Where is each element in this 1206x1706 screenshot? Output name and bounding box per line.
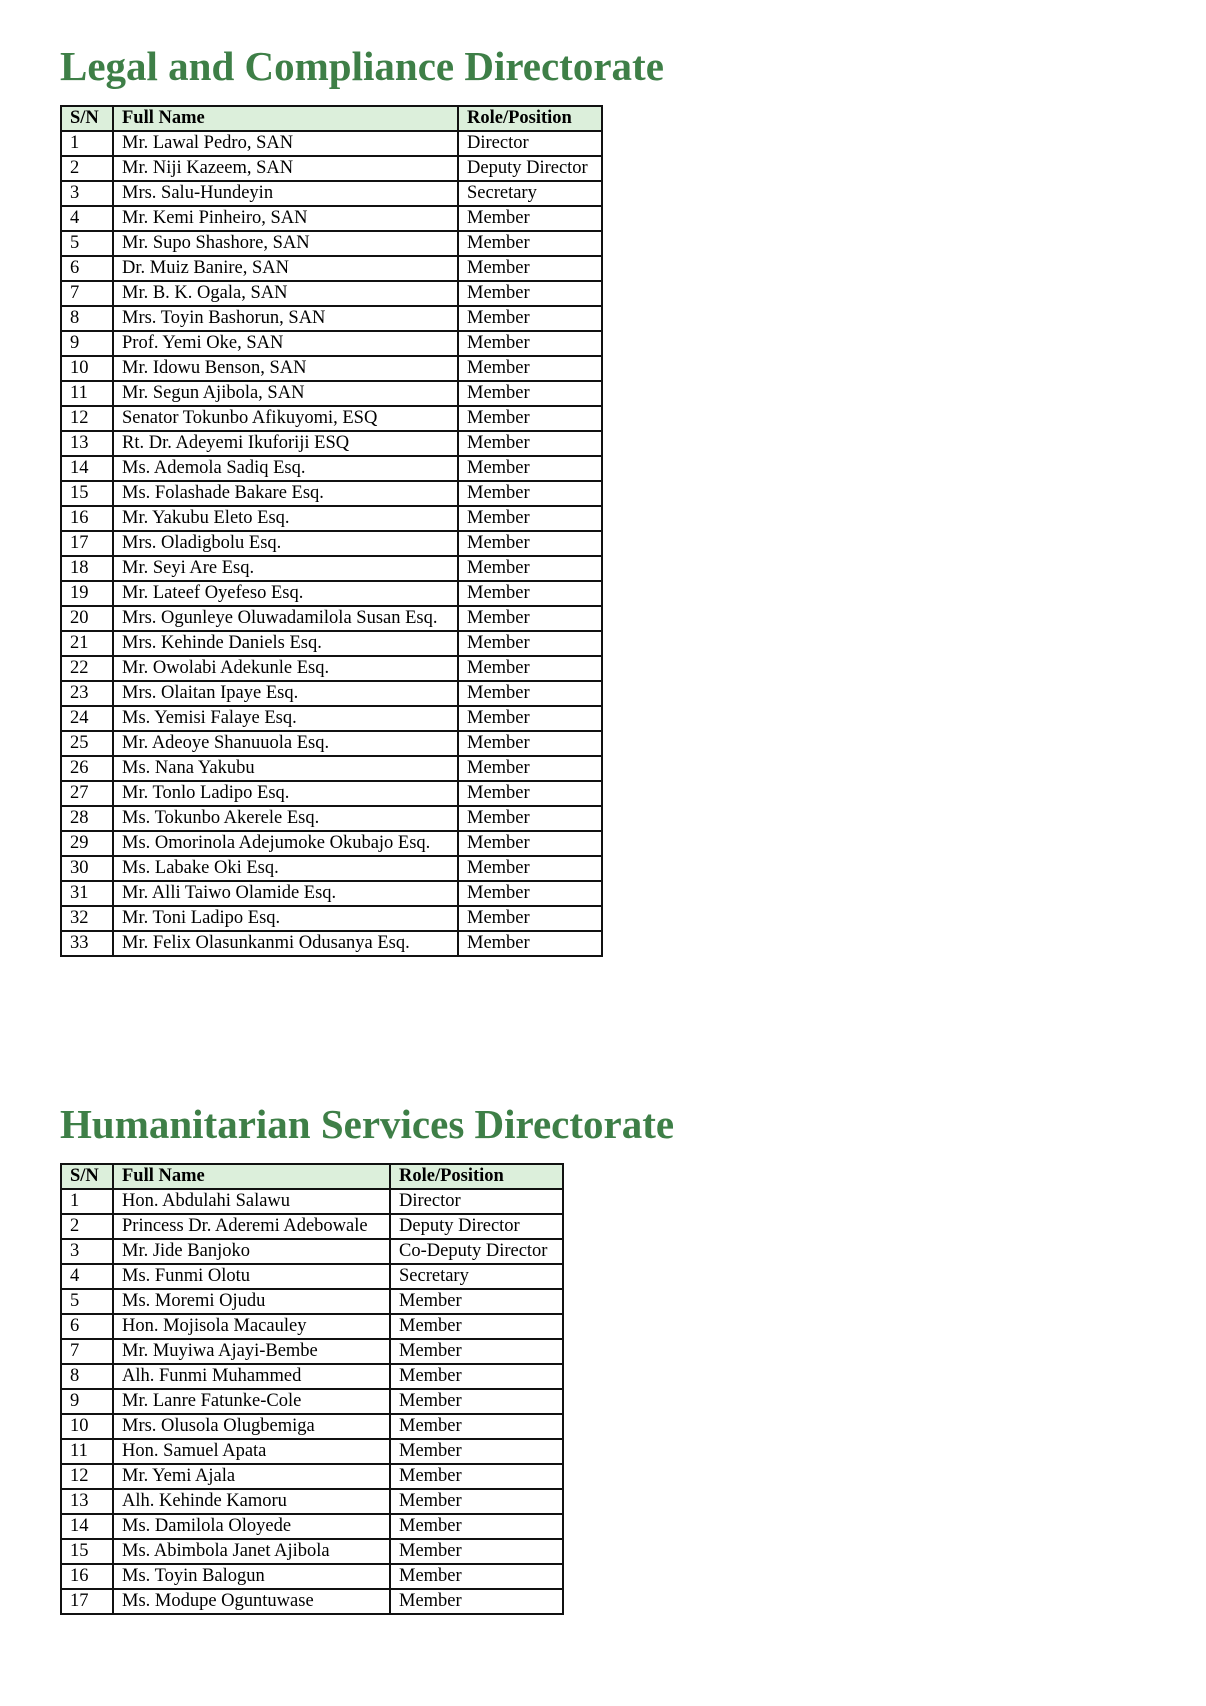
table-row xyxy=(61,531,602,556)
sn-cell: 3 xyxy=(61,181,113,206)
role-cell: Member xyxy=(458,531,602,556)
full-name-cell: Mr. Lanre Fatunke-Cole xyxy=(113,1389,390,1414)
sn-cell: 29 xyxy=(61,831,113,856)
role-cell: Member xyxy=(458,481,602,506)
role-cell: Member xyxy=(458,331,602,356)
table-row xyxy=(61,456,602,481)
legal-table-body xyxy=(61,131,602,956)
table-row xyxy=(61,1539,563,1564)
full-name-cell: Ms. Funmi Olotu xyxy=(113,1264,390,1289)
sn-cell: 19 xyxy=(61,581,113,606)
table-row xyxy=(61,931,602,956)
table-row xyxy=(61,356,602,381)
role-cell: Director xyxy=(458,131,602,156)
role-cell: Member xyxy=(458,631,602,656)
full-name-cell: Ms. Moremi Ojudu xyxy=(113,1289,390,1314)
sn-cell: 1 xyxy=(61,131,113,156)
sn-cell: 17 xyxy=(61,531,113,556)
table-row xyxy=(61,281,602,306)
role-cell: Member xyxy=(390,1339,563,1364)
role-cell: Member xyxy=(458,806,602,831)
full-name-cell: Hon. Abdulahi Salawu xyxy=(113,1189,390,1214)
role-cell: Member xyxy=(458,706,602,731)
table-row xyxy=(61,331,602,356)
full-name-cell: Mr. Niji Kazeem, SAN xyxy=(113,156,458,181)
sn-cell: 23 xyxy=(61,681,113,706)
table-row xyxy=(61,1489,563,1514)
sn-cell: 31 xyxy=(61,881,113,906)
role-cell: Member xyxy=(390,1414,563,1439)
sn-cell: 16 xyxy=(61,506,113,531)
full-name-cell: Ms. Folashade Bakare Esq. xyxy=(113,481,458,506)
role-cell: Member xyxy=(458,381,602,406)
table-row xyxy=(61,806,602,831)
table-row xyxy=(61,256,602,281)
sn-cell: 7 xyxy=(61,1339,113,1364)
full-name-cell: Mr. Supo Shashore, SAN xyxy=(113,231,458,256)
full-name-cell: Ms. Abimbola Janet Ajibola xyxy=(113,1539,390,1564)
sn-cell: 9 xyxy=(61,331,113,356)
sn-cell: 24 xyxy=(61,706,113,731)
table-row xyxy=(61,1289,563,1314)
table-row xyxy=(61,181,602,206)
full-name-cell: Mr. Segun Ajibola, SAN xyxy=(113,381,458,406)
full-name-cell: Ms. Ademola Sadiq Esq. xyxy=(113,456,458,481)
role-cell: Member xyxy=(458,881,602,906)
full-name-cell: Hon. Mojisola Macauley xyxy=(113,1314,390,1339)
table-row xyxy=(61,731,602,756)
sn-cell: 5 xyxy=(61,1289,113,1314)
full-name-cell: Mrs. Kehinde Daniels Esq. xyxy=(113,631,458,656)
role-cell: Member xyxy=(390,1439,563,1464)
role-cell: Member xyxy=(390,1464,563,1489)
role-header: Role/Position xyxy=(390,1164,563,1189)
full-name-cell: Mr. Lawal Pedro, SAN xyxy=(113,131,458,156)
sn-cell: 8 xyxy=(61,1364,113,1389)
table-row xyxy=(61,756,602,781)
table-row xyxy=(61,681,602,706)
role-header: Role/Position xyxy=(458,106,602,131)
sn-cell: 15 xyxy=(61,1539,113,1564)
full-name-cell: Mr. Alli Taiwo Olamide Esq. xyxy=(113,881,458,906)
full-name-cell: Dr. Muiz Banire, SAN xyxy=(113,256,458,281)
table-header-row xyxy=(61,106,602,131)
sn-cell: 15 xyxy=(61,481,113,506)
sn-cell: 28 xyxy=(61,806,113,831)
role-cell: Member xyxy=(390,1564,563,1589)
role-cell: Member xyxy=(458,756,602,781)
role-cell: Member xyxy=(458,281,602,306)
sn-cell: 4 xyxy=(61,206,113,231)
role-cell: Member xyxy=(458,906,602,931)
sn-cell: 2 xyxy=(61,1214,113,1239)
full-name-cell: Rt. Dr. Adeyemi Ikuforiji ESQ xyxy=(113,431,458,456)
sn-cell: 7 xyxy=(61,281,113,306)
role-cell: Member xyxy=(458,556,602,581)
role-cell: Member xyxy=(390,1364,563,1389)
sn-cell: 18 xyxy=(61,556,113,581)
role-cell: Member xyxy=(458,856,602,881)
role-cell: Member xyxy=(390,1589,563,1614)
humanitarian-directorate-table xyxy=(60,1163,564,1615)
full-name-cell: Prof. Yemi Oke, SAN xyxy=(113,331,458,356)
legal-directorate-section xyxy=(60,40,664,957)
sn-cell: 33 xyxy=(61,931,113,956)
table-row xyxy=(61,656,602,681)
role-cell: Member xyxy=(390,1289,563,1314)
sn-cell: 11 xyxy=(61,1439,113,1464)
table-row xyxy=(61,306,602,331)
sn-cell: 21 xyxy=(61,631,113,656)
table-row xyxy=(61,606,602,631)
role-cell: Secretary xyxy=(390,1264,563,1289)
sn-cell: 2 xyxy=(61,156,113,181)
sn-cell: 11 xyxy=(61,381,113,406)
role-cell: Member xyxy=(458,431,602,456)
table-row xyxy=(61,581,602,606)
full-name-cell: Mrs. Olusola Olugbemiga xyxy=(113,1414,390,1439)
table-row xyxy=(61,1439,563,1464)
role-cell: Member xyxy=(390,1514,563,1539)
sn-cell: 17 xyxy=(61,1589,113,1614)
role-cell: Member xyxy=(390,1539,563,1564)
humanitarian-directorate-section xyxy=(60,1098,674,1615)
full-name-cell: Mrs. Olaitan Ipaye Esq. xyxy=(113,681,458,706)
sn-cell: 14 xyxy=(61,456,113,481)
full-name-cell: Mrs. Oladigbolu Esq. xyxy=(113,531,458,556)
sn-cell: 16 xyxy=(61,1564,113,1589)
table-row xyxy=(61,1189,563,1214)
sn-cell: 4 xyxy=(61,1264,113,1289)
humanitarian-directorate-title: Humanitarian Services Directorate xyxy=(60,1101,675,1147)
table-row xyxy=(61,1589,563,1614)
sn-cell: 3 xyxy=(61,1239,113,1264)
role-cell: Member xyxy=(458,581,602,606)
full-name-cell: Mr. Felix Olasunkanmi Odusanya Esq. xyxy=(113,931,458,956)
legal-directorate-table xyxy=(60,105,603,957)
table-row xyxy=(61,131,602,156)
full-name-cell: Princess Dr. Aderemi Adebowale xyxy=(113,1214,390,1239)
sn-cell: 25 xyxy=(61,731,113,756)
full-name-cell: Mrs. Ogunleye Oluwadamilola Susan Esq. xyxy=(113,606,458,631)
role-cell: Co-Deputy Director xyxy=(390,1239,563,1264)
table-row xyxy=(61,1364,563,1389)
table-row xyxy=(61,1414,563,1439)
table-row xyxy=(61,1239,563,1264)
sn-cell: 9 xyxy=(61,1389,113,1414)
role-cell: Member xyxy=(458,456,602,481)
full-name-cell: Mr. Seyi Are Esq. xyxy=(113,556,458,581)
full-name-cell: Mr. Kemi Pinheiro, SAN xyxy=(113,206,458,231)
table-row xyxy=(61,231,602,256)
full-name-cell: Mr. Lateef Oyefeso Esq. xyxy=(113,581,458,606)
full-name-cell: Ms. Toyin Balogun xyxy=(113,1564,390,1589)
full-name-cell: Mr. Yakubu Eleto Esq. xyxy=(113,506,458,531)
sn-cell: 6 xyxy=(61,1314,113,1339)
full-name-cell: Mr. B. K. Ogala, SAN xyxy=(113,281,458,306)
full-name-header: Full Name xyxy=(113,106,458,131)
role-cell: Member xyxy=(458,356,602,381)
full-name-cell: Mrs. Salu-Hundeyin xyxy=(113,181,458,206)
table-row xyxy=(61,1264,563,1289)
sn-cell: 22 xyxy=(61,656,113,681)
table-row xyxy=(61,1214,563,1239)
full-name-cell: Mr. Jide Banjoko xyxy=(113,1239,390,1264)
role-cell: Member xyxy=(458,506,602,531)
table-row xyxy=(61,781,602,806)
humanitarian-table-body xyxy=(61,1189,563,1614)
role-cell: Member xyxy=(458,231,602,256)
full-name-cell: Ms. Labake Oki Esq. xyxy=(113,856,458,881)
role-cell: Member xyxy=(390,1389,563,1414)
sn-cell: 13 xyxy=(61,431,113,456)
role-cell: Deputy Director xyxy=(458,156,602,181)
full-name-cell: Ms. Damilola Oloyede xyxy=(113,1514,390,1539)
role-cell: Member xyxy=(390,1314,563,1339)
full-name-cell: Alh. Funmi Muhammed xyxy=(113,1364,390,1389)
table-row xyxy=(61,381,602,406)
sn-cell: 13 xyxy=(61,1489,113,1514)
table-row xyxy=(61,431,602,456)
role-cell: Member xyxy=(458,681,602,706)
full-name-cell: Mr. Muyiwa Ajayi-Bembe xyxy=(113,1339,390,1364)
table-row xyxy=(61,1339,563,1364)
table-row xyxy=(61,831,602,856)
table-row xyxy=(61,1514,563,1539)
role-cell: Member xyxy=(458,206,602,231)
legal-directorate-title: Legal and Compliance Directorate xyxy=(60,43,664,89)
full-name-cell: Ms. Tokunbo Akerele Esq. xyxy=(113,806,458,831)
table-row xyxy=(61,906,602,931)
table-row xyxy=(61,481,602,506)
role-cell: Deputy Director xyxy=(390,1214,563,1239)
table-row xyxy=(61,881,602,906)
sn-cell: 12 xyxy=(61,1464,113,1489)
table-row xyxy=(61,206,602,231)
role-cell: Member xyxy=(458,656,602,681)
role-cell: Member xyxy=(458,606,602,631)
table-row xyxy=(61,156,602,181)
table-row xyxy=(61,556,602,581)
full-name-cell: Mr. Owolabi Adekunle Esq. xyxy=(113,656,458,681)
full-name-cell: Senator Tokunbo Afikuyomi, ESQ xyxy=(113,406,458,431)
role-cell: Member xyxy=(458,831,602,856)
sn-cell: 5 xyxy=(61,231,113,256)
full-name-cell: Mr. Toni Ladipo Esq. xyxy=(113,906,458,931)
full-name-cell: Ms. Nana Yakubu xyxy=(113,756,458,781)
full-name-cell: Mr. Adeoye Shanuuola Esq. xyxy=(113,731,458,756)
table-row xyxy=(61,1464,563,1489)
table-row xyxy=(61,706,602,731)
role-cell: Member xyxy=(390,1489,563,1514)
sn-cell: 30 xyxy=(61,856,113,881)
role-cell: Member xyxy=(458,256,602,281)
role-cell: Member xyxy=(458,931,602,956)
role-cell: Member xyxy=(458,406,602,431)
table-row xyxy=(61,506,602,531)
sn-cell: 10 xyxy=(61,356,113,381)
sn-cell: 32 xyxy=(61,906,113,931)
table-row xyxy=(61,1564,563,1589)
full-name-cell: Ms. Yemisi Falaye Esq. xyxy=(113,706,458,731)
full-name-cell: Alh. Kehinde Kamoru xyxy=(113,1489,390,1514)
sn-cell: 1 xyxy=(61,1189,113,1214)
sn-cell: 27 xyxy=(61,781,113,806)
role-cell: Director xyxy=(390,1189,563,1214)
full-name-cell: Ms. Modupe Oguntuwase xyxy=(113,1589,390,1614)
sn-cell: 8 xyxy=(61,306,113,331)
role-cell: Secretary xyxy=(458,181,602,206)
sn-cell: 14 xyxy=(61,1514,113,1539)
role-cell: Member xyxy=(458,781,602,806)
sn-header: S/N xyxy=(61,106,113,131)
sn-cell: 10 xyxy=(61,1414,113,1439)
full-name-cell: Ms. Omorinola Adejumoke Okubajo Esq. xyxy=(113,831,458,856)
full-name-cell: Mr. Tonlo Ladipo Esq. xyxy=(113,781,458,806)
table-row xyxy=(61,1389,563,1414)
role-cell: Member xyxy=(458,306,602,331)
sn-cell: 20 xyxy=(61,606,113,631)
table-row xyxy=(61,856,602,881)
full-name-cell: Mr. Yemi Ajala xyxy=(113,1464,390,1489)
table-row xyxy=(61,406,602,431)
sn-header: S/N xyxy=(61,1164,113,1189)
sn-cell: 12 xyxy=(61,406,113,431)
sn-cell: 26 xyxy=(61,756,113,781)
full-name-cell: Mr. Idowu Benson, SAN xyxy=(113,356,458,381)
table-row xyxy=(61,1314,563,1339)
full-name-cell: Hon. Samuel Apata xyxy=(113,1439,390,1464)
full-name-header: Full Name xyxy=(113,1164,390,1189)
sn-cell: 6 xyxy=(61,256,113,281)
role-cell: Member xyxy=(458,731,602,756)
full-name-cell: Mrs. Toyin Bashorun, SAN xyxy=(113,306,458,331)
table-header-row xyxy=(61,1164,563,1189)
table-row xyxy=(61,631,602,656)
